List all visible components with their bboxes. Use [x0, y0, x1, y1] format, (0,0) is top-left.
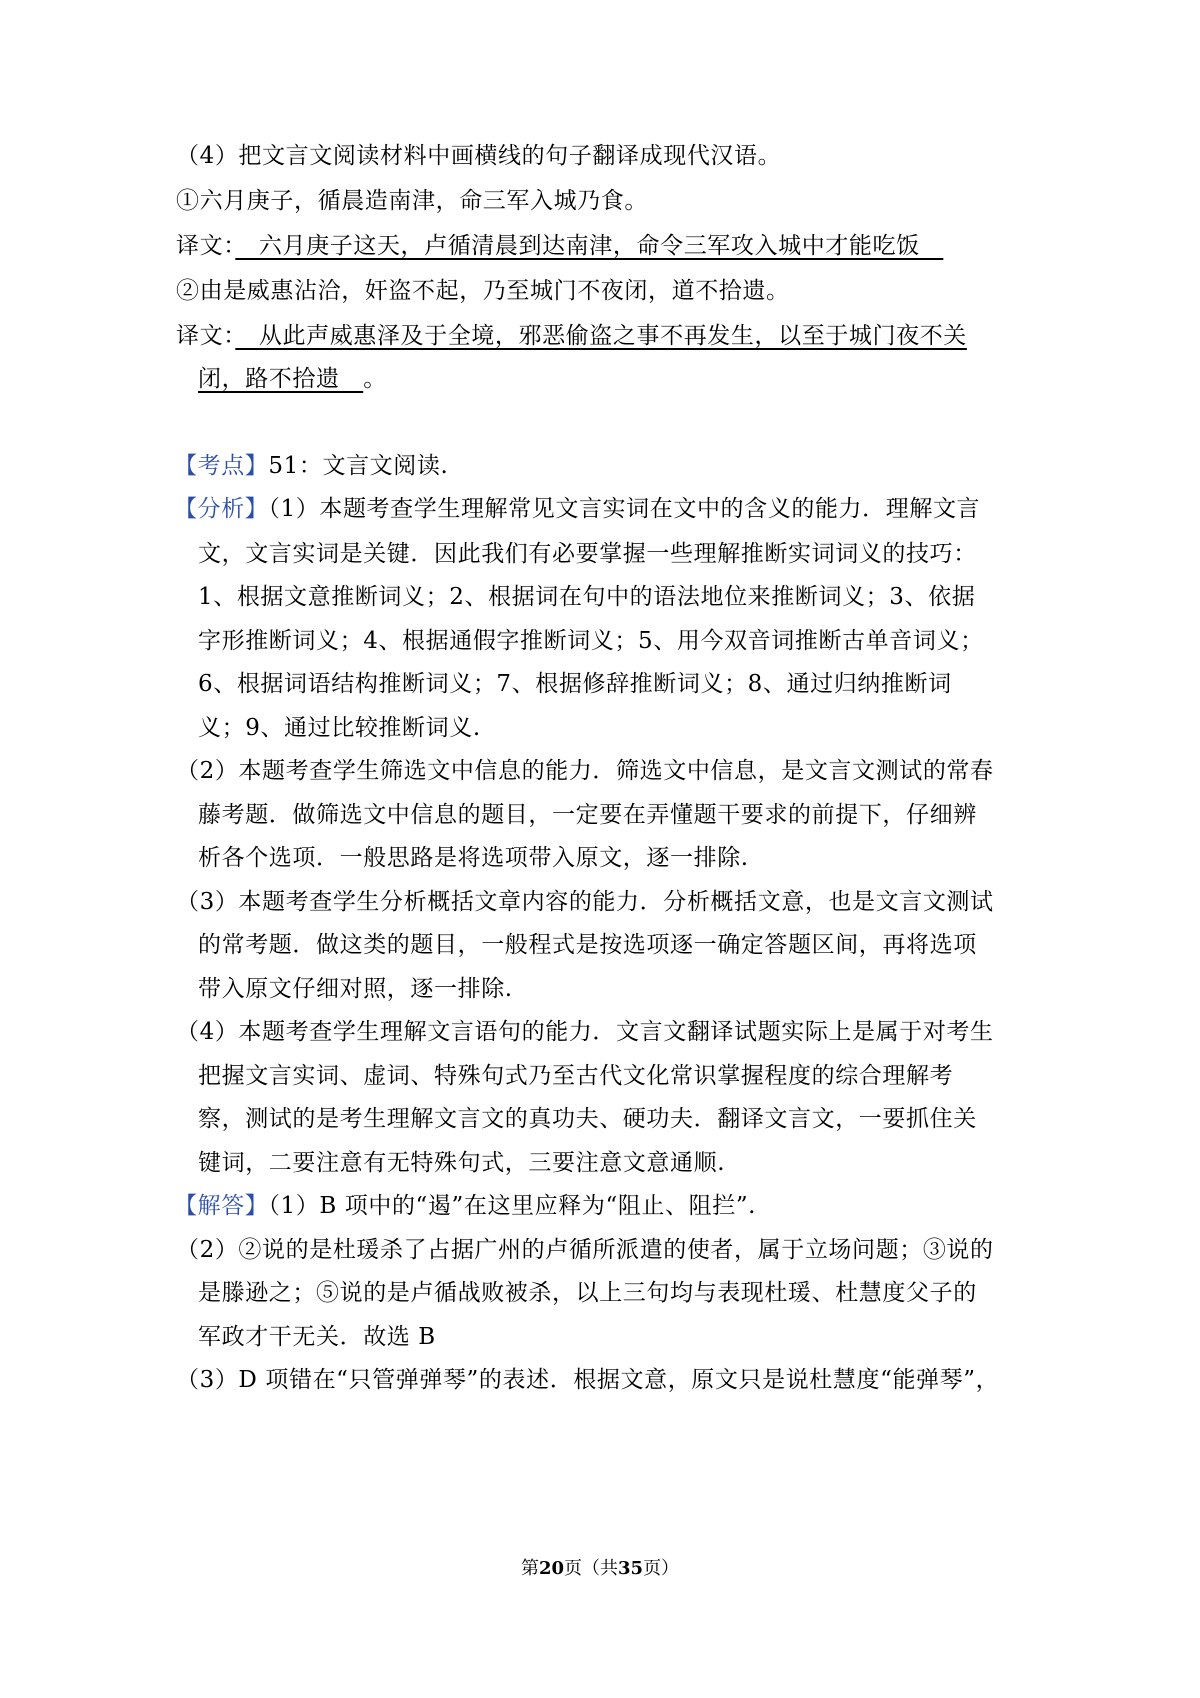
kaodian-label: 【考点】	[174, 453, 269, 479]
fenxi-p1-line: 6、根据词语结构推断词义；7、根据修辞推断词义；8、通过归纳推断词	[198, 671, 952, 697]
translation-2-text-b: 闭，路不拾遗	[198, 366, 364, 392]
q4-prompt: （4）把文言文阅读材料中画横线的句子翻译成现代汉语。	[176, 143, 782, 169]
fenxi-p4-line: 键词，二要注意有无特殊句式，三要注意文意通顺.	[198, 1150, 726, 1176]
jieda-line-1: 【解答】（1）B 项中的“遏”在这里应释为“阻止、阻拦”.	[174, 1193, 757, 1219]
fenxi-p2-line: （2）本题考查学生筛选文中信息的能力．筛选文中信息，是文言文测试的常春	[176, 758, 994, 784]
jieda-p3-line: （3）D 项错在“只管弹弹琴”的表述．根据文意，原文只是说杜慧度“能弹琴”，	[176, 1367, 1000, 1393]
jieda-p2-line: （2）②说的是杜瑗杀了占据广州的卢循所派遣的使者，属于立场问题；③说的	[176, 1237, 994, 1263]
q4-sentence-2: ②由是威惠沾洽，奸盗不起，乃至城门不夜闭，道不拾遗。	[176, 278, 790, 304]
fenxi-p1-line: 文，文言实词是关键．因此我们有必要掌握一些理解推断实词词义的技巧：	[198, 541, 977, 567]
kaodian-line	[174, 451, 448, 481]
translation-label: 译文：	[176, 233, 236, 259]
q4-translation-1	[176, 231, 943, 261]
q4-translation-2	[176, 321, 967, 351]
fenxi-p3-line: 的常考题．做这类的题目，一般程式是按选项逐一确定答题区间，再将选项	[198, 932, 977, 958]
q4-sentence-1: ①六月庚子，循晨造南津，命三军入城乃食。	[176, 188, 648, 214]
fenxi-p2-line: 藤考题．做筛选文中信息的题目，一定要在弄懂题干要求的前提下，仔细辨	[198, 802, 977, 828]
fenxi-label: 【分析】	[174, 496, 269, 522]
fenxi-p3-line: 带入原文仔细对照，逐一排除.	[198, 976, 513, 1002]
q4-translation-2-cont: 闭，路不拾遗 。	[198, 366, 387, 392]
jieda-label: 【解答】	[174, 1193, 269, 1219]
fenxi-p4-line: 察，测试的是考生理解文言文的真功夫、硬功夫．翻译文言文，一要抓住关	[198, 1106, 977, 1132]
fenxi-p1-line: 字形推断词义；4、根据通假字推断词义；5、用今双音词推断古单音词义；	[198, 628, 984, 654]
fenxi-p1-line: 义；9、通过比较推断词义.	[198, 715, 481, 741]
jieda-p2-line: 是滕逊之；⑤说的是卢循战败被杀，以上三句均与表现杜瑗、杜慧度父子的	[198, 1280, 977, 1306]
fenxi-p3-line: （3）本题考查学生分析概括文章内容的能力．分析概括文意，也是文言文测试	[176, 889, 994, 915]
page-footer: 第20页（共35页）	[520, 1558, 680, 1579]
fenxi-p2-line: 析各个选项．一般思路是将选项带入原文，逐一排除.	[198, 845, 749, 871]
fenxi-line-1: 【分析】（1）本题考查学生理解常见文言实词在文中的含义的能力．理解文言	[174, 496, 981, 522]
fenxi-p4-line: （4）本题考查学生理解文言语句的能力．文言文翻译试题实际上是属于对考生	[176, 1019, 994, 1045]
total-pages-number: 35	[618, 1558, 644, 1579]
jieda-p2-line: 军政才干无关．故选 B	[198, 1324, 436, 1350]
kaodian-text: 51：文言文阅读.	[268, 453, 449, 479]
translation-1-text: 六月庚子这天，卢循清晨到达南津，命令三军攻入城中才能吃饭	[235, 233, 944, 259]
fenxi-p4-line: 把握文言实词、虚词、特殊句式乃至古代文化常识掌握程度的综合理解考	[198, 1063, 954, 1089]
translation-2-text-a: 从此声威惠泽及于全境，邪恶偷盗之事不再发生，以至于城门夜不关	[235, 323, 967, 349]
translation-label: 译文：	[176, 323, 236, 349]
fenxi-p1-line: 1、根据文意推断词义；2、根据词在句中的语法地位来推断词义；3、依据	[198, 584, 976, 610]
current-page-number: 20	[538, 1558, 564, 1579]
